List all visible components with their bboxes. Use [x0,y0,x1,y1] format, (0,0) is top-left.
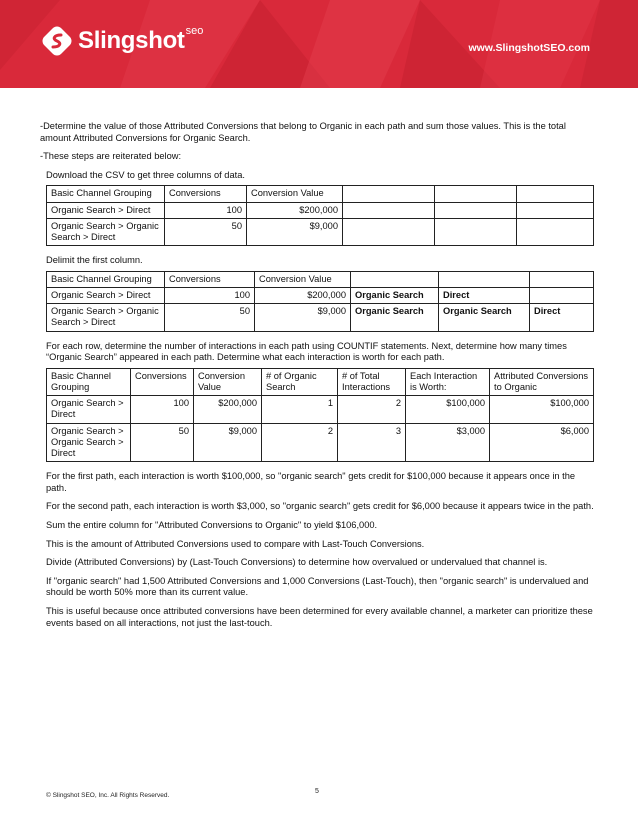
paragraph-first-path: For the first path, each interaction is worth $100,000, so "organic search" gets credit for $100,000 because it appears once in the path. [46,471,576,493]
table-cell: $200,000 [247,202,343,218]
step-delimit: Delimit the first column. [46,255,143,266]
table-row [47,202,594,218]
table-cell: Organic Search [351,304,439,331]
paragraph-sum: Sum the entire column for "Attributed Conversions to Organic" to yield $106,000. [46,519,378,530]
table-header-cell: Attributed Conversions to Organic [490,368,594,395]
table-cell [343,202,435,218]
table-header-cell: Conversions [165,186,247,202]
site-url-link[interactable]: www.SlingshotSEO.com [468,42,590,54]
table-cell: 1 [262,396,338,423]
intro-line-2: -These steps are reiterated below: [40,151,182,162]
table-header-cell: Each Interaction is Worth: [406,368,490,395]
table-cell: 50 [165,304,255,331]
table-cell [517,218,594,245]
table-header-cell [517,186,594,202]
paragraph-useful: This is useful because once attributed conversions have been determined for every available channel, a marketer can prioritize these events based on all interactions, not just the last-touch. [46,605,593,628]
table-cell: Direct [530,304,594,331]
table-cell [530,287,594,303]
table-row [47,396,594,423]
table-header-cell: Conversion Value [255,271,351,287]
table-cell: $3,000 [406,423,490,462]
table-cell: Organic Search > Direct [47,396,131,423]
table-row [47,423,594,462]
table-cell: 3 [338,423,406,462]
document-body [40,121,594,636]
table-cell: Organic Search > Direct [47,202,165,218]
table-header-cell [435,186,517,202]
brand-superscript: seo [185,25,204,37]
page-number: 5 [315,788,319,795]
paragraph-amount: This is the amount of Attributed Conversions used to compare with Last-Touch Conversions. [46,538,425,549]
table-header-cell: # of Organic Search [262,368,338,395]
csv-table [46,185,594,246]
table-header-cell [439,271,530,287]
table-cell [435,202,517,218]
table-cell: Direct [439,287,530,303]
table-cell: Organic Search > Organic Search > Direct [47,218,165,245]
table-header-cell: # of Total Interactions [338,368,406,395]
table-cell: 100 [131,396,194,423]
table-cell: $200,000 [255,287,351,303]
paragraph-example: If "organic search" had 1,500 Attributed Conversions and 1,000 Conversions (Last-Touch), then "organic search" is undervalued and should be worth 50% more than its current value. [46,575,589,598]
table-cell: $200,000 [194,396,262,423]
table-row [47,304,594,331]
table-header-row [47,368,594,395]
table-cell [343,218,435,245]
slingshot-logo-icon [42,26,72,56]
footer-copyright: © Slingshot SEO, Inc. All Rights Reserved. [46,792,170,799]
delimited-table [46,271,594,332]
table-header-cell: Conversion Value [194,368,262,395]
table-header-cell: Conversions [131,368,194,395]
table-header-cell: Conversion Value [247,186,343,202]
table-header-row [47,186,594,202]
table-cell: $9,000 [194,423,262,462]
table-cell: Organic Search [351,287,439,303]
table-header-row [47,271,594,287]
table-cell: 2 [338,396,406,423]
step-countif: For each row, determine the number of interactions in each path using COUNTIF statements. Next, determine how many times “Organic Search” appeared in each path. Determine what each interaction is worth for each path. [46,340,567,363]
intro-line-3: Download the CSV to get three columns of data. [46,169,245,180]
table-cell: $100,000 [406,396,490,423]
intro-line-1: -Determine the value of those Attributed Conversions that belong to Organic in each path and sum those values. This is the total amount Attributed Conversions for Organic Search. [40,121,566,143]
table-row [47,218,594,245]
table-row [47,287,594,303]
table-cell [517,202,594,218]
paragraph-second-path: For the second path, each interaction is worth $3,000, so "organic search" gets credit for $6,000 because it appears twice in the path. [46,501,594,512]
paragraph-divide: Divide (Attributed Conversions) by (Last-Touch Conversions) to determine how overvalued or undervalued that channel is. [46,557,548,568]
table-header-cell: Basic Channel Grouping [47,186,165,202]
table-cell: $9,000 [255,304,351,331]
brand-logo[interactable] [42,26,203,56]
table-cell [435,218,517,245]
table-header-cell [351,271,439,287]
table-cell: 50 [131,423,194,462]
table-cell: 2 [262,423,338,462]
table-cell: 50 [165,218,247,245]
table-header-cell: Conversions [165,271,255,287]
table-header-cell: Basic Channel Grouping [47,368,131,395]
table-cell: Organic Search > Organic Search > Direct [47,423,131,462]
table-cell: $9,000 [247,218,343,245]
table-cell: 100 [165,287,255,303]
table-cell: $100,000 [490,396,594,423]
table-cell: Organic Search > Direct [47,287,165,303]
table-cell: Organic Search [439,304,530,331]
table-cell: Organic Search > Organic Search > Direct [47,304,165,331]
table-cell: 100 [165,202,247,218]
brand-name: Slingshot [78,27,185,54]
table-header-cell: Basic Channel Grouping [47,271,165,287]
table-header-cell [343,186,435,202]
attribution-table [46,368,594,462]
table-cell: $6,000 [490,423,594,462]
page-header [0,0,638,88]
table-header-cell [530,271,594,287]
